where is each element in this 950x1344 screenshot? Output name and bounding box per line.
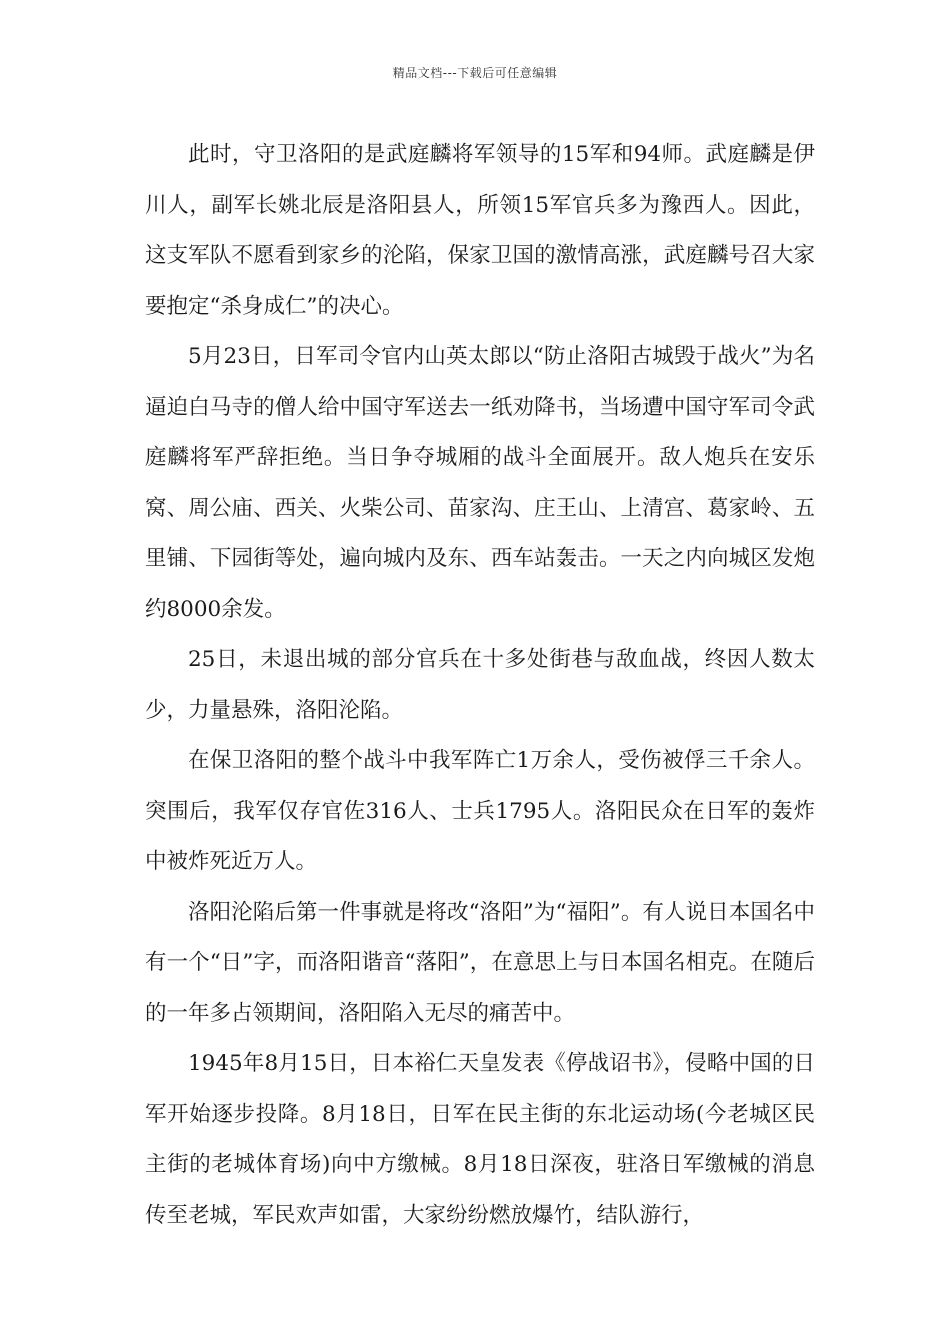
page-header: 精品文档---下载后可任意编辑 xyxy=(392,66,558,80)
paragraph-renaming: 洛阳沦陷后第一件事就是将改“洛阳”为“福阳”。有人说日本国名中有一个“日”字，而洛阳谐音“落阳”，在意思上与日本国名相克。在随后的一年多占领期间，洛阳陷入无尽的痛苦中。 xyxy=(145,899,815,1026)
paragraph-casualties: 在保卫洛阳的整个战斗中我军阵亡1万余人，受伤被俘三千余人。突围后，我军仅存官佐316人、士兵1795人。洛阳民众在日军的轰炸中被炸死近万人。 xyxy=(145,748,815,874)
paragraph-defenders: 此时，守卫洛阳的是武庭麟将军领导的15军和94师。武庭麟是伊川人，副军长姚北辰是洛阳县人，所领15军官兵多为豫西人。因此，这支军队不愿看到家乡的沦陷，保家卫国的激情高涨，武庭麟号召大家要抱定“杀身成仁”的决心。 xyxy=(145,142,815,319)
document-body xyxy=(145,130,815,1241)
paragraph-surrender-1945: 1945年8月15日，日本裕仁天皇发表《停战诏书》，侵略中国的日军开始逐步投降。8月18日，日军在民主街的东北运动场(今老城区民主街的老城体育场)向中方缴械。8月18日深夜，驻洛日军缴械的消息传至老城，军民欢声如雷，大家纷纷燃放爆竹，结队游行， xyxy=(145,1051,815,1228)
paragraph-fall-of-luoyang: 25日，未退出城的部分官兵在十多处街巷与敌血战，终因人数太少，力量悬殊，洛阳沦陷。 xyxy=(145,647,815,723)
paragraph-may-23-battle: 5月23日，日军司令官内山英太郎以“防止洛阳古城毁于战火”为名逼迫白马寺的僧人给中国守军送去一纸劝降书，当场遭中国守军司令武庭麟将军严辞拒绝。当日争夺城厢的战斗全面展开。敌人炮兵在安乐窝、周公庙、西关、火柴公司、苗家沟、庄王山、上清宫、葛家岭、五里铺、下园街等处，遍向城内及东、西车站轰击。一天之内向城区发炮约8000余发。 xyxy=(145,344,815,622)
